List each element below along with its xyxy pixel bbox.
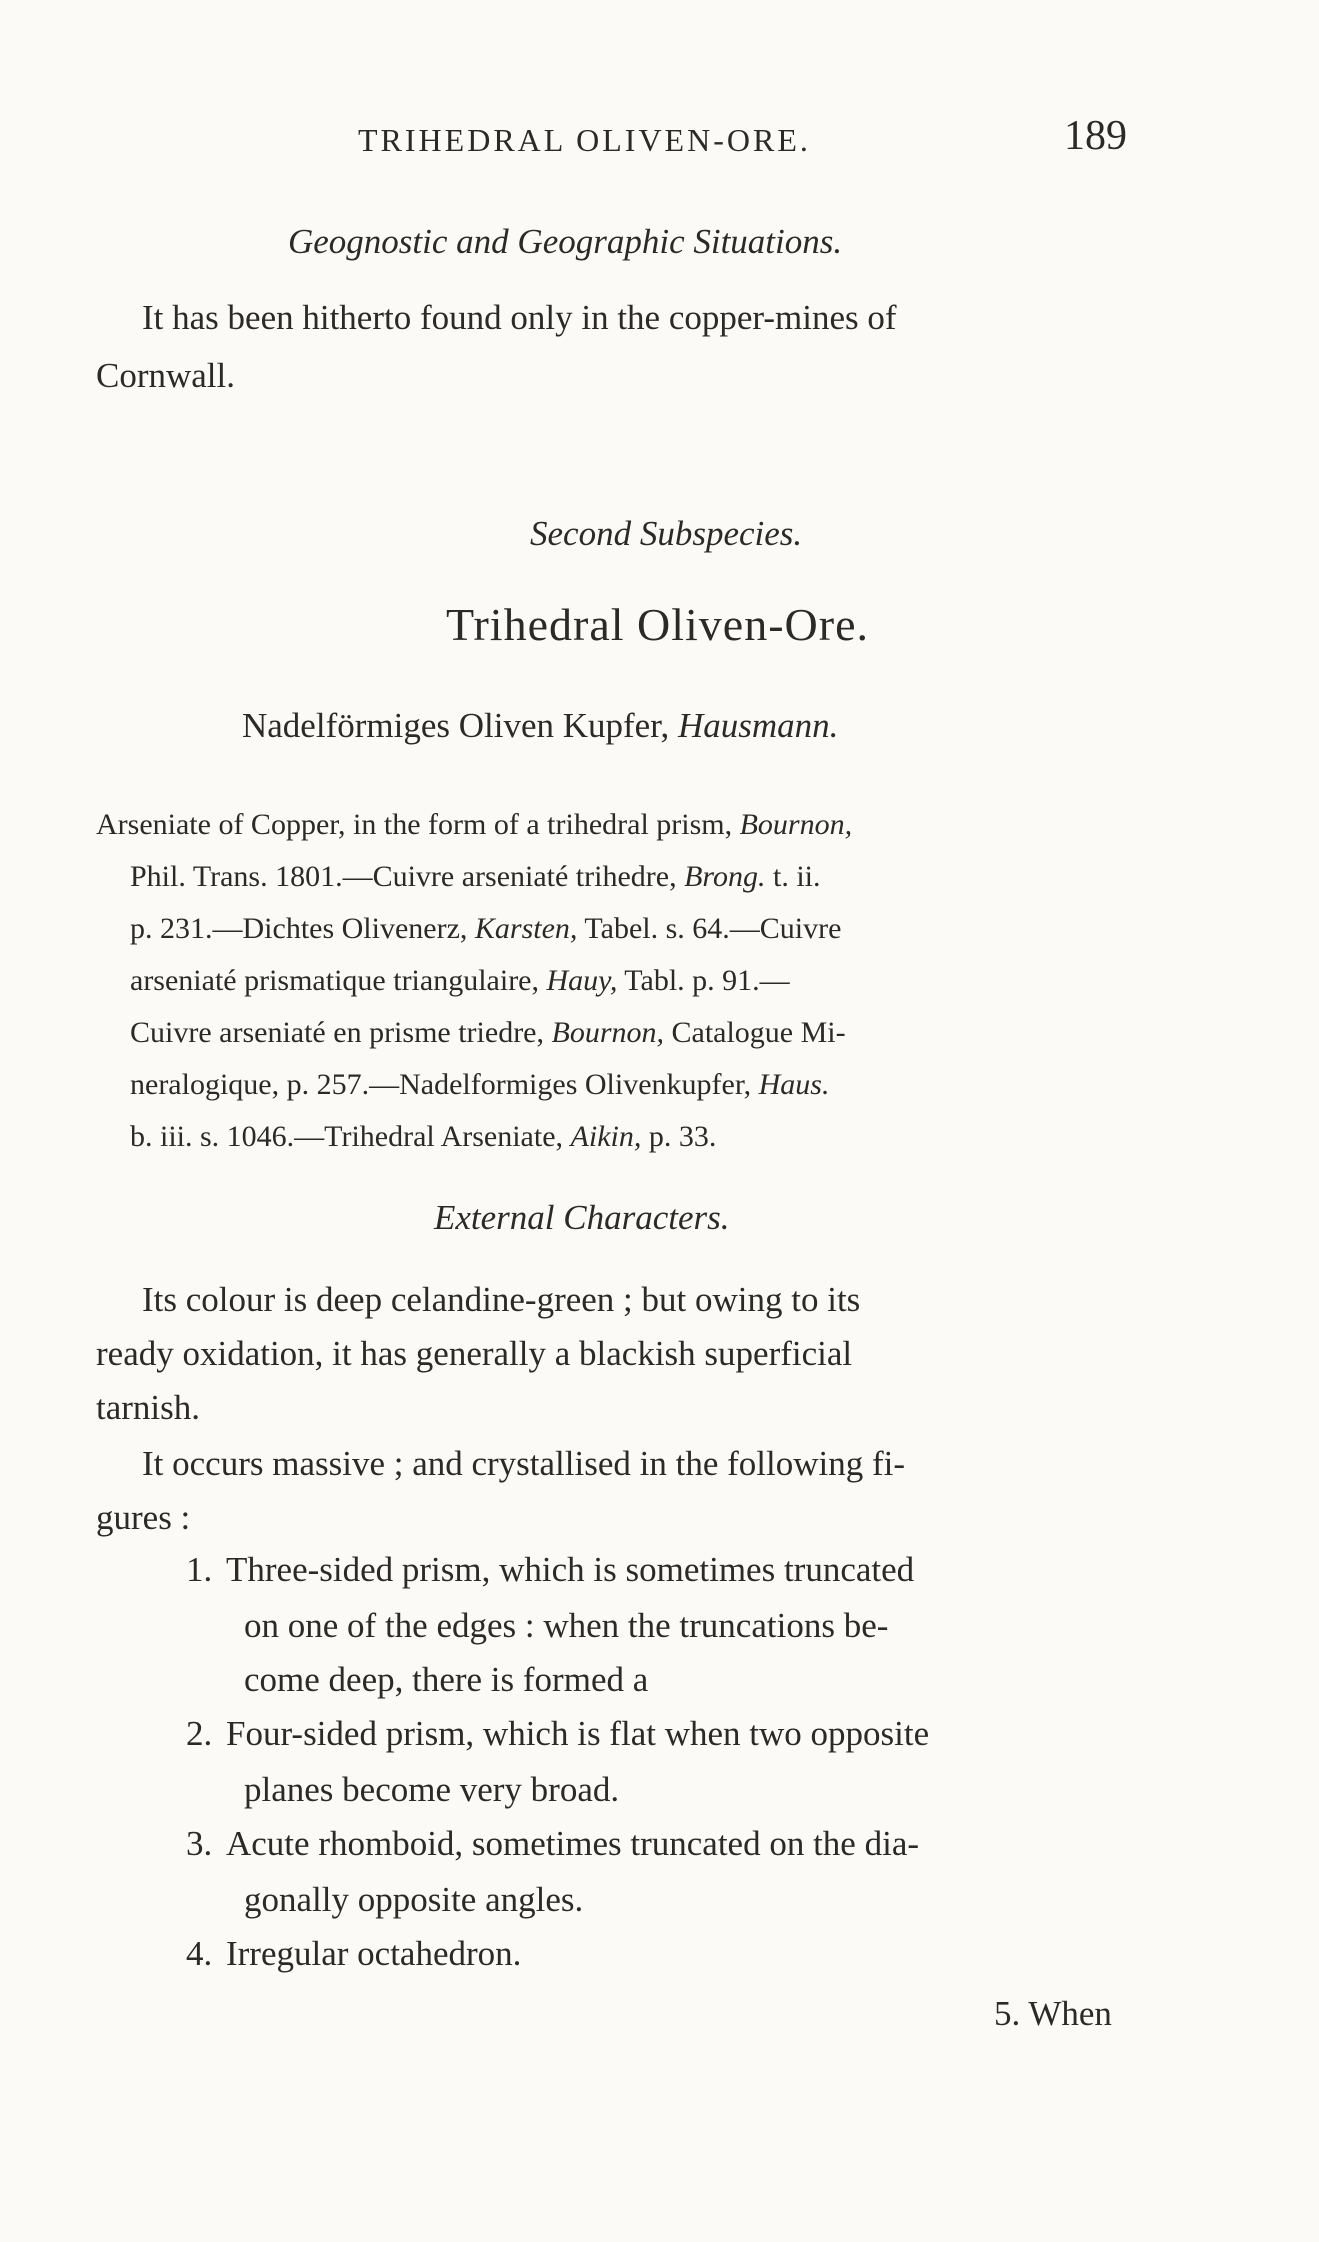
item-2-line-1: Four-sided prism, which is flat when two opposite (226, 1714, 930, 1753)
synonymy-line-6 (130, 1068, 829, 1102)
syn-author: Bournon, (551, 1016, 664, 1049)
synonymy-line-5 (130, 1016, 846, 1050)
catchword: 5. When (994, 1994, 1112, 2033)
geognostic-line-2: Cornwall. (96, 356, 236, 395)
running-title: TRIHEDRAL OLIVEN-ORE. (358, 122, 811, 158)
geognostic-heading: Geognostic and Geographic Situations. (288, 222, 843, 261)
syn-text: Arseniate of Copper, in the form of a trihedral prism, (96, 808, 733, 841)
external-line-1: Its colour is deep celandine-green ; but owing to its (142, 1280, 861, 1319)
item-3-number: 3. (186, 1824, 213, 1863)
syn-text: Phil. Trans. 1801.—Cuivre arseniaté trihedre, (130, 860, 677, 893)
syn-text: Cuivre arseniaté en prisme triedre, (130, 1016, 544, 1049)
item-4-number: 4. (186, 1934, 213, 1973)
synonymy-line-1 (96, 808, 852, 842)
syn-author: Haus. (758, 1068, 830, 1101)
geognostic-line-1: It has been hitherto found only in the copper-mines of (142, 298, 897, 337)
external-line-2: ready oxidation, it has generally a blackish superficial (96, 1334, 853, 1373)
synonymy-line-3 (130, 912, 841, 946)
syn-text: Tabel. s. 64.—Cuivre (584, 912, 842, 945)
syn-text: Catalogue Mi- (671, 1016, 846, 1049)
subspecies-heading: Second Subspecies. (530, 514, 803, 553)
synonymy-line-7 (130, 1120, 716, 1154)
external-heading: External Characters. (434, 1198, 730, 1237)
syn-author: Bournon, (739, 808, 853, 841)
synonymy-line-2 (130, 860, 821, 894)
item-1-line-1: Three-sided prism, which is sometimes truncated (226, 1550, 915, 1589)
syn-author: Brong. (684, 860, 766, 893)
external-line-4: It occurs massive ; and crystallised in the following fi- (142, 1444, 906, 1483)
item-4-line-1: Irregular octahedron. (226, 1934, 522, 1973)
syn-text: arseniaté prismatique triangulaire, (130, 964, 539, 997)
item-1-line-2: on one of the edges : when the truncations be- (244, 1606, 889, 1645)
syn-text: p. 33. (648, 1120, 717, 1153)
synonymy-line-4 (130, 964, 790, 998)
external-line-3: tarnish. (96, 1388, 201, 1427)
syn-text: neralogique, p. 257.—Nadelformiges Olivenkupfer, (130, 1068, 752, 1101)
syn-author: Karsten, (474, 912, 578, 945)
item-2-number: 2. (186, 1714, 213, 1753)
syn-text: b. iii. s. 1046.—Trihedral Arseniate, (130, 1120, 564, 1153)
syn-text: Tabl. p. 91.— (624, 964, 790, 997)
external-line-5: gures : (96, 1498, 191, 1537)
german-author: Hausmann. (677, 706, 839, 745)
german-name-line (242, 706, 838, 746)
item-1-number: 1. (186, 1550, 213, 1589)
syn-author: Hauy, (546, 964, 618, 997)
item-2-line-2: planes become very broad. (244, 1770, 620, 1809)
page-number: 189 (1064, 113, 1127, 159)
item-3-line-2: gonally opposite angles. (244, 1880, 584, 1919)
syn-author: Aikin, (570, 1120, 642, 1153)
subspecies-title: Trihedral Oliven-Ore. (446, 599, 869, 650)
german-name: Nadelförmiges Oliven Kupfer, (242, 706, 670, 745)
item-1-line-3: come deep, there is formed a (244, 1660, 649, 1699)
syn-text: p. 231.—Dichtes Olivenerz, (130, 912, 468, 945)
syn-text: t. ii. (772, 860, 821, 893)
item-3-line-1: Acute rhomboid, sometimes truncated on the dia- (226, 1824, 920, 1863)
